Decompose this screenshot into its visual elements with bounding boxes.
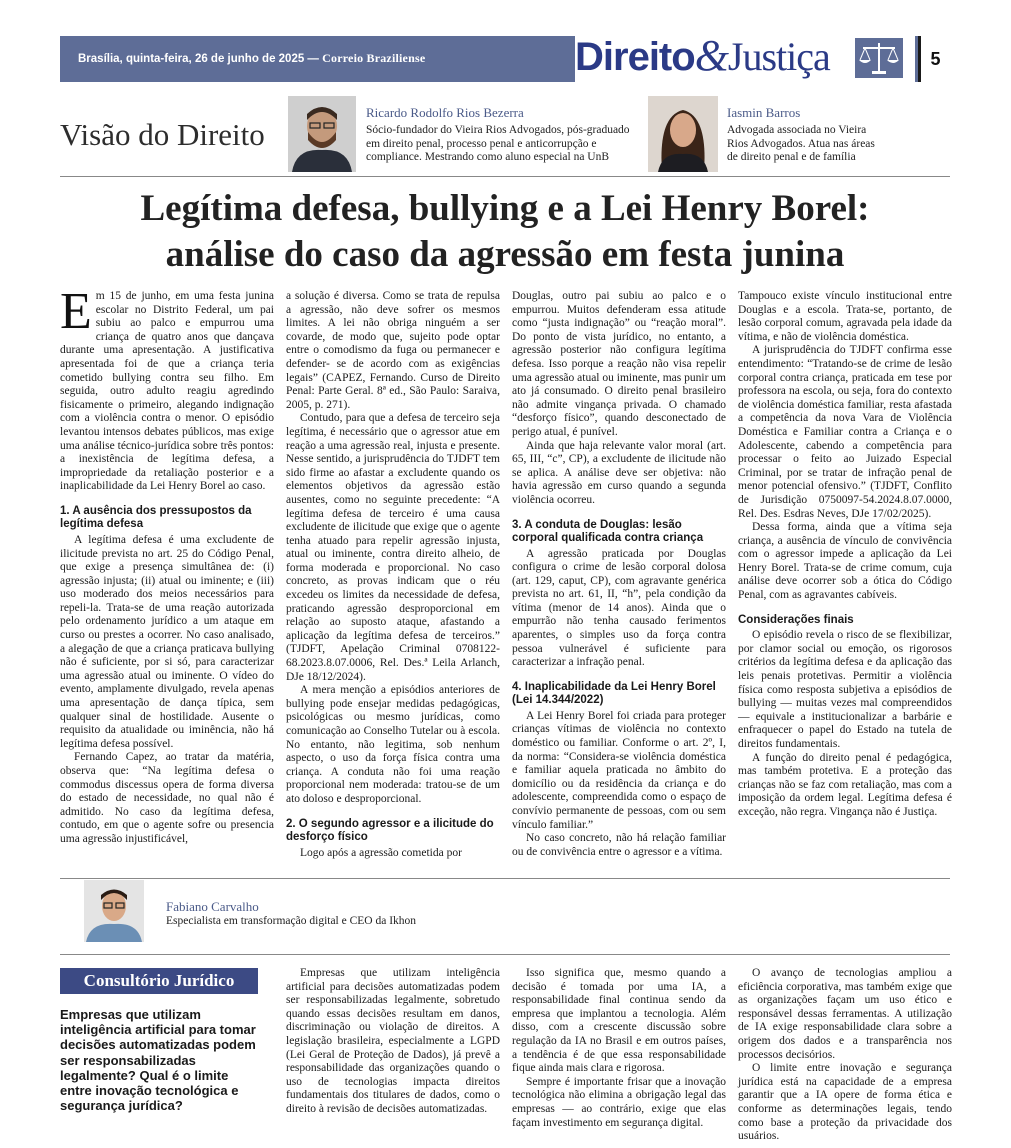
paragraph: Douglas, outro pai subiu ao palco e o empurrou. Muitos defenderam essa atitude como “justa indignação” ou “reação moral”. Do ponto de vista jurídico, no entanto, a agressão posterior não configura legítima defesa. Isso porque a reação não visa repelir uma agressão atual ou iminente, mas punir um ato já consumado. O direito penal brasileiro não admite vingança privada. O chamado “desforço físico”, quando desconectado de perigo atual, é punível. <box>512 290 726 438</box>
paragraph: A Lei Henry Borel foi criada para proteger crianças vítimas de violência no contexto doméstico ou familiar. Conforme o art. 2º, I, da norma: “Considera-se violência doméstica e familiar aquela praticada no âmbito do domicílio ou da residência da criança e do adolescente, compreendida como o espaço de convívio permanente de pessoas, com ou sem vínculo familiar.” <box>512 709 726 831</box>
paragraph: Logo após a agressão cometida por <box>300 846 462 859</box>
page-header <box>60 31 950 82</box>
paragraph: O avanço de tecnologias ampliou a eficiência corporativa, mas também exige que as organizações façam um uso ético e responsável dessas ferramentas. A utilização de IA exige responsabilidade clara sobre a origem dos dados e a transparência nos processos decisórios. <box>738 967 952 1061</box>
paragraph: a solução é diversa. Como se trata de repulsa a agressão, não deve sofrer os mesmos limites. A lei não obriga ninguém a ser covarde, de modo que, sujeito pode optar entre o comodismo da fuga ou permanecer e defender- se de acordo com as exigências legais” (CAPEZ, Fernando. Curso de Direito Penal: Parte Geral. 8ª ed., São Paulo: Saraiva, 2005, p. 271). <box>286 290 500 411</box>
paragraph: Fernando Capez, ao tratar da matéria, observa que: “Na legítima defesa o commodus discessus opera de forma diversa do estado de necessidade, no qual não é admitido. No caso da legítima defesa, contudo, em que o agente sofre ou presencia uma agressão injustificável, <box>60 751 274 845</box>
paragraph: Isso significa que, mesmo quando a decisão é tomada por uma IA, a responsabilidade final continua sendo da empresa que implantou a tecnologia. Além disso, com a crescente discussão sobre regulação da IA no Brasil e em outros países, a tendência é de que essa responsabilidade fique ainda mais clara e rigorosa. <box>512 967 726 1075</box>
headline-line-1: Legítima defesa, bullying e a Lei Henry Borel: <box>140 188 870 229</box>
header-date <box>78 51 425 66</box>
section-ampersand: & <box>694 31 728 80</box>
section-name-part1: Direito <box>575 35 695 79</box>
author-photo-iasmin <box>648 96 718 172</box>
consultorio-question: Empresas que utilizam inteligência artificial para tomar decisões automatizadas podem ser responsabilizadas legalmente? Qual é o limite entre inovação tecnológica e segurança jurídica? <box>60 1007 256 1114</box>
column-title: Visão do Direito <box>60 117 265 152</box>
author-bio-iasmin: Advogada associada no Vieira Rios Advogados. Atua nas áreas de direito penal e de família <box>727 124 875 163</box>
paragraph: O limite entre inovação e segurança jurídica está na capacidade de a empresa garantir que a IA opere de forma ética e conforme as determinações legais, tendo como base a proteção da privacidade dos usuários. <box>738 1062 952 1143</box>
page-number: 5 <box>918 36 950 82</box>
paragraph: A função do direito penal é pedagógica, mas também protetiva. E a proteção das crianças não se faz com retaliação, mas com a imposição da ordem legal. Legítima defesa é exceção, não regra. Vingança não é Justiça. <box>738 751 952 818</box>
subheading: Considerações finais <box>738 613 854 626</box>
subheading: 1. A ausência dos pressupostos da legítima defesa <box>60 504 252 531</box>
paragraph: Contudo, para que a defesa de terceiro seja legítima, é necessário que o agressor atue em reação a uma agressão real, injusta e presente. Nesse sentido, a jurisprudência do TJDFT tem sido firme ao afastar a excludente quando os elementos objetivos da agressão estão ausentes, como no seguinte precedente: “A legítima defesa de terceiro é uma causa excludente de ilicitude que exige que o agente tenha atuado para repelir agressão injusta, atual ou iminente, contra direito alheio, de forma moderada e proporcional. No caso concreto, as provas indicam que o réu excedeu os limites da necessidade de defesa, praticando agressão desproporcional em relação ao suposto ataque, afastando a aplicação da legítima defesa de terceiros.” (TJDFT, Apelação Criminal 0708122-68.2023.8.07.0006, Rel. Des.ª Leila Arlanch, DJe 18/12/2024). <box>286 412 500 683</box>
article-column-3 <box>512 290 726 859</box>
section-brand <box>575 31 915 82</box>
author-name-iasmin: Iasmin Barros <box>727 105 801 120</box>
newspaper-name: Correio Braziliense <box>322 51 426 65</box>
consultorio-column-2 <box>286 967 500 1117</box>
author-photo-ricardo <box>288 96 356 172</box>
paragraph: Ainda que haja relevante valor moral (art. 65, III, “c”, CP), a excludente de ilicitude não se aplica. A análise deve ser objetiva: não havia agressão em curso quando a segunda violência ocorreu. <box>512 439 726 506</box>
section-name-part2: Justiça <box>727 34 830 79</box>
drop-cap: E <box>60 283 92 340</box>
subheading: 4. Inaplicabilidade da Lei Henry Borel (Lei 14.344/2022) <box>512 680 716 707</box>
paragraph: A agressão praticada por Douglas configura o crime de lesão corporal dolosa (art. 129, caput, CP), com agravante genérica prevista no art. 61, II, “h”, pela condição da vítima (menor de 14 anos). Ainda que o empurrão não tenha causado ferimentos aparentes, o simples uso da força contra pessoa vulnerável é suficiente para caracterizar a infração penal. <box>512 547 726 669</box>
scales-of-justice-icon <box>855 38 903 78</box>
paragraph: A mera menção a episódios anteriores de bullying pode ensejar medidas pedagógicas, psicológicas ou mesmo jurídicas, como comunicação ao Conselho Tutelar ou à escola. No entanto, não legitima, sob nenhum aspecto, o uso da força física contra uma criança. A conduta não foi uma reação proporcional nem moderada: tratou-se de um ato doloso e desproporcional. <box>286 684 500 805</box>
paragraph: Dessa forma, ainda que a vítima seja criança, a ausência de vínculo de convivência com o agressor impede a aplicação da Lei Henry Borel. Trata-se de crime comum, cuja análise deve ocorrer sob a ótica do Código Penal, com as agravantes cabíveis. <box>738 521 952 602</box>
date-text: Brasília, quinta-feira, 26 de junho de 2025 — <box>78 53 319 65</box>
paragraph: A legítima defesa é uma excludente de ilicitude prevista no art. 25 do Código Penal, que exige a presença simultânea de: (i) agressão injusta; (ii) atual ou iminente; e (iii) uso moderado dos meios necessários para repeli-la. Trata-se de uma reação autorizada pelo ordenamento jurídico a um ataque em curso ou prestes a ocorrer. No caso analisado, a alegação de que a criança praticava bullying não é suficiente, por si só, para caracterizar uma agressão atual ou iminente. O vídeo do evento, amplamente divulgado, revela apenas uma apresentação de dança típica, sem qualquer sinal de hostilidade. Ausente o requisito da atualidade ou iminência, não há legítima defesa possível. <box>60 533 274 750</box>
paragraph <box>60 283 274 494</box>
paragraph: Sempre é importante frisar que a inovação tecnológica não elimina a obrigação legal das empresas — ao contrário, exige que elas façam investimento em segurança digital. <box>512 1075 726 1129</box>
article-column-4 <box>738 290 952 819</box>
paragraph: Empresas que utilizam inteligência artificial para decisões automatizadas podem ser responsabilizadas legalmente, sobretudo quando essas decisões resultam em danos, discriminação ou violação de direitos. A legislação brasileira, especialmente a LGPD (Lei Geral de Proteção de Dados), já prevê a responsabilidade das organizações quando o uso de tecnologias impacta direitos fundamentais dos titulares de dados, como o direito à revisão de decisões automatizadas. <box>286 967 500 1115</box>
article-headline <box>60 186 950 278</box>
paragraph: A jurisprudência do TJDFT confirma esse entendimento: “Tratando-se de crime de lesão corporal contra criança, praticada em tese por professora na escola, ou seja, fora do contexto de violência doméstica familiar, resta afastada a competência da nova Vara de Violência Doméstica e Familiar contra a Criança e o Adolescente, cabendo a competência para processar o feito ao Juizado Especial Criminal, por se tratar de infração penal de menor potencial ofensivo.” (TJDFT, Conflito de Jurisdição 0750097-54.2024.8.07.0000, Rel. Des. Esdras Neves, DJe 17/02/2025). <box>738 344 952 520</box>
subheading: 2. O segundo agressor e a ilicitude do desforço físico <box>286 817 494 844</box>
consultorio-column-4 <box>738 967 952 1144</box>
article-column-1 <box>60 283 274 847</box>
divider-top <box>60 176 950 177</box>
divider-middle <box>60 878 950 879</box>
author-photo-fabiano <box>84 880 144 942</box>
author-name-ricardo: Ricardo Rodolfo Rios Bezerra <box>366 105 524 120</box>
subheading: 3. A conduta de Douglas: lesão corporal qualificada contra criança <box>512 518 704 544</box>
paragraph: No caso concreto, não há relação familiar ou de convivência entre o agressor e a vítima. <box>512 832 726 858</box>
consultorio-column-3 <box>512 967 726 1130</box>
divider-lower <box>60 954 950 955</box>
paragraph: Tampouco existe vínculo institucional entre Douglas e a escola. Trata-se, portanto, de lesão corporal comum, agravada pela idade da vítima, e não de violência doméstica. <box>738 290 952 343</box>
headline-line-2: análise do caso da agressão em festa junina <box>165 234 845 275</box>
section-tag-consultorio: Consultório Jurídico <box>60 968 258 994</box>
paragraph: O episódio revela o risco de se flexibilizar, por clamor social ou emoção, os rigorosos critérios da legítima defesa e da aplicação das leis penais protetivas. Permitir a violência física como resposta subjetiva a episódios de bullying — muitas vezes mal compreendidos — equivale a institucionalizar a barbárie e enfraquecer o papel do Estado na tutela de direitos fundamentais. <box>738 629 952 750</box>
article-column-2 <box>286 290 500 860</box>
paragraph-text: m 15 de junho, em uma festa junina escolar no Distrito Federal, um pai subiu ao palco e empurrou uma criança de quatro anos que dançava durante uma apresentação. A justificativa apresentada foi de que a criança teria cometido bullying contra seu filho. Em seguida, outro adulto reagiu agredindo fisicamente o primeiro, alegando indignação com a violência contra o menor. O episódio levantou intensos debates públicos, mas exige uma análise técnico-jurídica sobre três pontos: a inexistência de legítima defesa, a impropriedade da retaliação posterior e a inaplicabilidade da Lei Henry Borel ao caso. <box>60 290 274 493</box>
author-name-fabiano: Fabiano Carvalho <box>166 899 259 914</box>
author-bio-ricardo: Sócio-fundador do Vieira Rios Advogados, pós-graduado em direito penal, processo penal e anticorrupção e compliance. Mestrando como aluno especial na UnB <box>366 124 630 163</box>
author-bio-fabiano: Especialista em transformação digital e CEO da Ikhon <box>166 915 417 927</box>
